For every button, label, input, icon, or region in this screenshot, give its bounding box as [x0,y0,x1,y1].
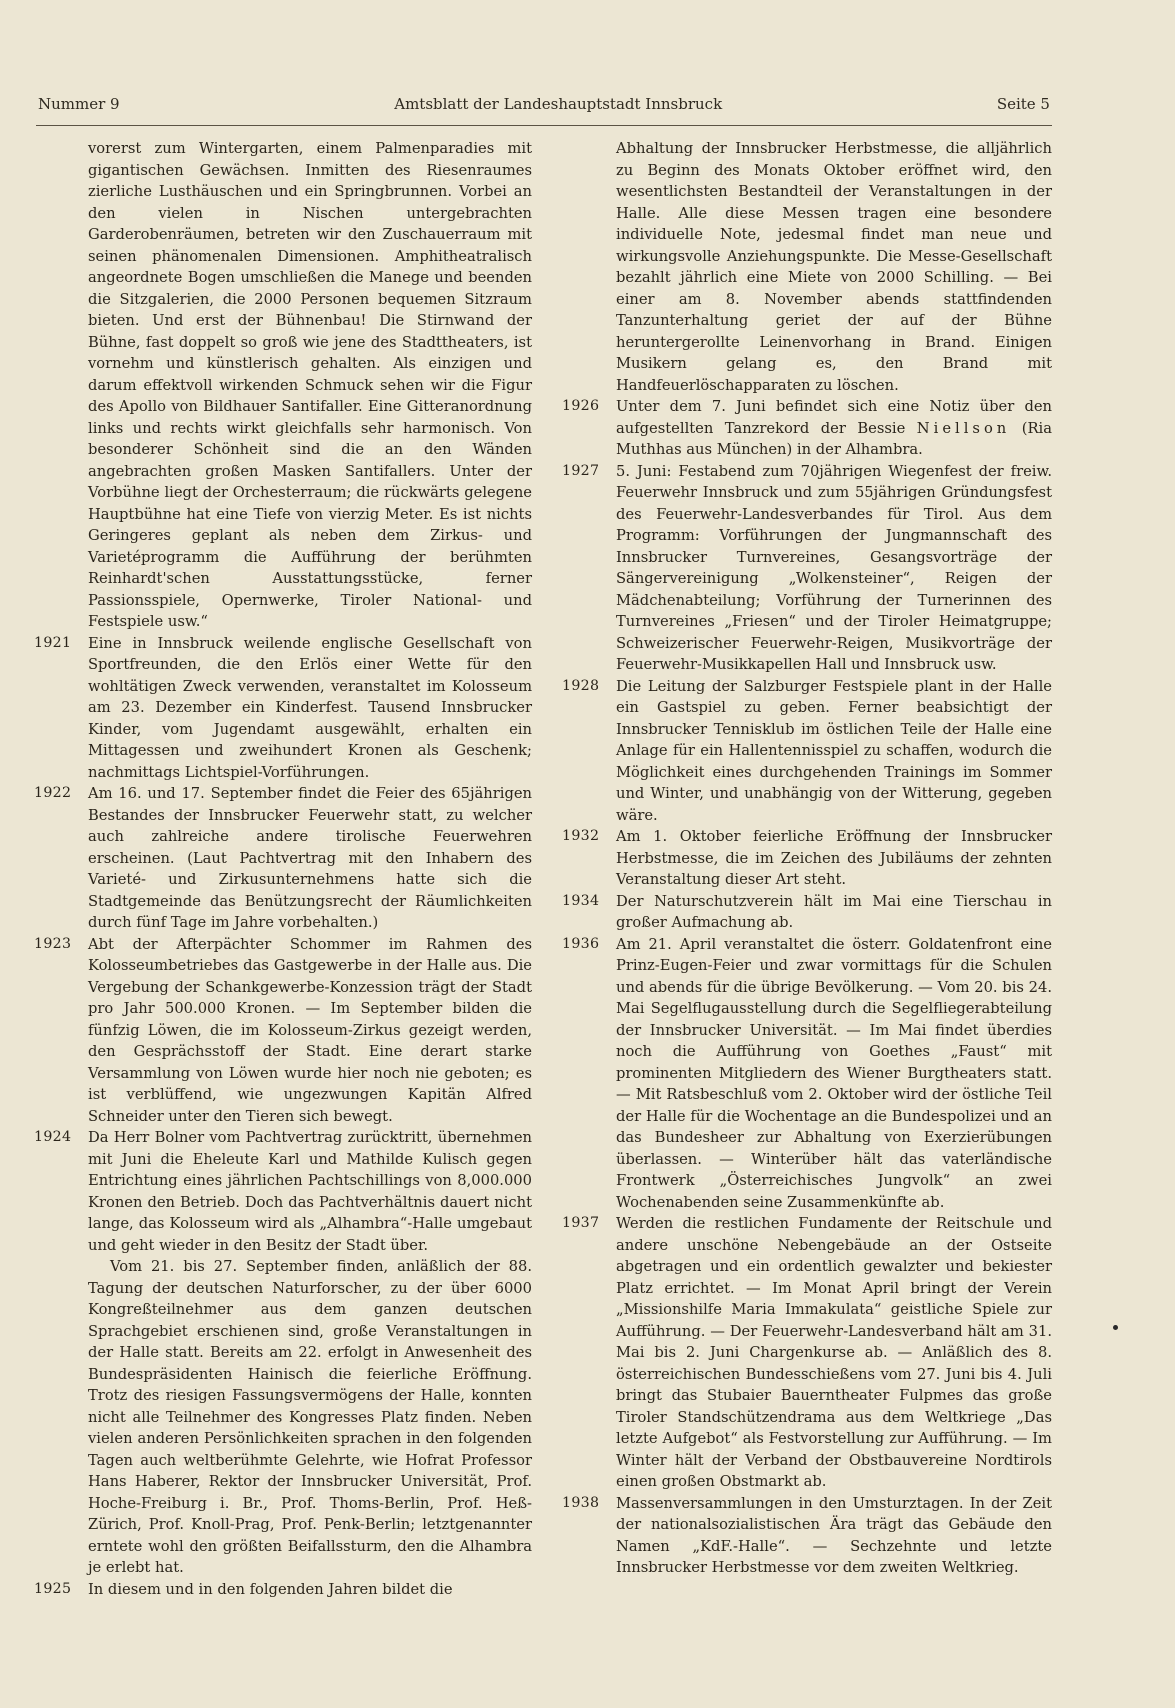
ink-speck [1113,1325,1118,1330]
chronicle-entry [34,633,532,784]
entry-year: 1923 [34,935,72,952]
entry-text: In diesem und in den folgenden Jahren bildet die [88,1580,453,1598]
entry-year: 1921 [34,634,72,651]
entry-year: 1928 [562,677,600,694]
entry-year: 1934 [562,892,600,909]
left-column [34,138,532,1600]
intro-paragraph: vorerst zum Wintergarten, einem Palmenparadies mit gigantischen Gewächsen. Inmitten des Riesenraumes zierliche Lusthäuschen und ein Springbrunnen. Vorbei an den vielen in Nischen untergebrachten Garderobenräumen, betreten wir den Zuschauerraum mit seinen phänomenalen Dimensionen. Amphitheatralisch angeordnete Bogen umschließen die Manege und beenden die Sitzgalerien, die 2000 Personen bequemen Sitzraum bieten. Und erst der Bühnenbau! Die Stirnwand der Bühne, fast doppelt so groß wie jene des Stadttheaters, ist vornehm und künstlerisch gehalten. Als einzigen und darum effektvoll wirkenden Schmuck sehen wir die Figur des Apollo von Bildhauer Santifaller. Eine Gitteranordnung links und rechts wirkt gleichfalls sehr harmonisch. Von besonderer Schönheit sind die an den Wänden angebrachten großen Masken Santifallers. Unter der Vorbühne liegt der Orchesterraum; die rückwärts gelegene Hauptbühne hat eine Tiefe von vierzig Meter. Es ist nichts Geringeres geplant als neben dem Zirkus- und Varietéprogramm die Aufführung der berühmten Reinhardt'schen Ausstattungsstücke, ferner Passionsspiele, Opernwerke, Tiroler National- und Festspiele usw.“ [88,140,532,630]
entry-text: Da Herr Bolner vom Pachtvertrag zurücktritt, übernehmen mit Juni die Eheleute Karl und Mathilde Kulisch gegen Entrichtung eines jährlichen Pachtschillings von 8,000.000 Kronen den Betrieb. Doch das Pachtverhältnis dauert nicht lange, das Kolosseum wird als „Alhambra“-Halle umgebaut und geht wieder in den Besitz der Stadt über. [88,1129,532,1254]
entry-year: 1922 [34,785,72,801]
chronicle-entry [34,934,532,1128]
entry-year: 1924 [34,1129,72,1145]
entry-year: 1925 [34,1580,72,1597]
chronicle-entry [562,461,1052,676]
chronicle-entry [34,783,532,934]
continued-paragraph: Abhaltung der Innsbrucker Herbstmesse, die alljährlich zu Beginn des Monats Oktober eröffnet wird, den wesentlichsten Bestandteil der Veranstaltungen in der Halle. Alle diese Messen tragen eine besondere individuelle Note, jedesmal findet man neue und wirkungsvolle Anziehungspunkte. Die Messe-Gesellschaft bezahlt jährlich eine Miete von 2000 Schilling. — Bei einer am 8. November abends stattfindenden Tanzunterhaltung geriet der auf der Bühne heruntergerollte Leinenvorhang in Brand. Einigen Musikern gelang es, den Brand mit Handfeuerlöschapparaten zu löschen. [616,140,1052,394]
page-number: Seite 5 [996,95,1050,113]
entry-text: Am 16. und 17. September findet die Feier des 65jährigen Bestandes der Innsbrucker Feuerwehr statt, zu welcher auch zahlreiche andere tirolische Feuerwehren erscheinen. (Laut Pachtvertrag mit den Inhabern des Varieté- und Zirkusunternehmens hatte sich die Stadtgemeinde das Benützungsrecht der Räumlichkeiten durch fünf Tage im Jahre vorbehalten.) [88,785,532,931]
entry-text: Die Leitung der Salzburger Festspiele plant in der Halle ein Gastspiel zu geben. Ferner beabsichtigt der Innsbrucker Tennisklub im östlichen Teile der Halle eine Anlage für ein Hallentennisspiel zu schaffen, wodurch die Möglichkeit eines durchgehenden Trainings im Sommer und Winter, und unabhängig von der Witterung, gegeben wäre. [616,677,1052,824]
header-rule [36,125,1052,126]
chronicle-entry [562,934,1052,1214]
chronicle-entry [34,1579,532,1601]
entry-text: Am 21. April veranstaltet die österr. Goldatenfront eine Prinz-Eugen-Feier und zwar vormittags für die Schulen und abends für die übrige Bevölkerung. — Vom 20. bis 24. Mai Segelflugausstellung durch die Segelfliegerabteilung der Innsbrucker Universität. — Im Mai findet überdies noch die Aufführung von Goethes „Faust“ mit prominenten Mitgliedern des Wiener Burgtheaters statt. — Mit Ratsbeschluß vom 2. Oktober wird der östliche Teil der Halle für die Wochentage an die Bundespolizei und an das Bundesheer zur Abhaltung von Exerzierübungen überlassen. — Winterüber hält das vaterländische Frontwerk „Österreichisches Jungvolk“ an zwei Wochenabenden seine Zusammenkünfte ab. [616,935,1052,1211]
page-header [38,92,1050,116]
entry-year: 1932 [562,828,600,844]
entry-year: 1937 [562,1215,600,1231]
entry-text: Am 1. Oktober feierliche Eröffnung der Innsbrucker Herbstmesse, die im Zeichen des Jubiläums der zehnten Veranstaltung dieser Art steht. [616,828,1052,888]
chronicle-entry [562,676,1052,827]
publication-title: Amtsblatt der Landeshauptstadt Innsbruck [394,95,723,113]
entry-year: 1938 [562,1494,600,1511]
entry-year: 1936 [562,935,600,952]
entry-text: Massenversammlungen in den Umsturztagen. In der Zeit der nationalsozialistischen Ära trägt das Gebäude den Namen „KdF.-Halle“. — Sechzehnte und letzte Innsbrucker Herbstmesse vor dem zweiten Weltkrieg. [616,1494,1052,1576]
entry-text: Werden die restlichen Fundamente der Reitschule und andere unschöne Nebengebäude an der Ostseite abgetragen und ein ordentlich gewalzter und bekiester Platz errichtet. — Im Monat April bringt der Verein „Missionshilfe Maria Immakulata“ geistliche Spiele zur Aufführung. — Der Feuerwehr-Landesverband hält am 31. Mai bis 2. Juni Chargenkurse ab. — Anläßlich des 8. österreichischen Bundesschießens vom 27. Juni bis 4. Juli bringt das Stubaier Bauerntheater Fulpmes das große Tiroler Standschützendrama aus dem Weltkriege „Das letzte Aufgebot“ als Festvorstellung zur Aufführung. — Im Winter hält der Verband der Obstbauvereine Nordtirols einen großen Obstmarkt ab. [616,1215,1052,1490]
spaced-name: Niellson [916,419,1011,437]
entry-text: Abt der Afterpächter Schommer im Rahmen des Kolosseumbetriebes das Gastgewerbe in der Halle aus. Die Vergebung der Schankgewerbe-Konzession trägt der Stadt pro Jahr 500.000 Kronen. — Im September bilden die fünfzig Löwen, die im Kolosseum-Zirkus gezeigt werden, den Gesprächsstoff der Stadt. Eine derart starke Versammlung von Löwen wurde hier noch nie geboten; es ist verblüffend, wie ungezwungen Kapitän Alfred Schneider unter den Tieren sich bewegt. [88,935,532,1125]
entry-year: 1926 [562,398,600,414]
entry-continuation: Vom 21. bis 27. September finden, anläßlich der 88. Tagung der deutschen Naturforscher, zu der über 6000 Kongreßteilnehmer aus dem ganzen deutschen Sprachgebiet erschienen sind, große Veranstaltungen in der Halle statt. Bereits am 22. erfolgt in Anwesenheit des Bundespräsidenten Hainisch die feierliche Eröffnung. Trotz des riesigen Fassungsvermögens der Halle, konnten nicht alle Teilnehmer des Kongresses Platz finden. Neben vielen anderen Persönlichkeiten sprachen in den folgenden Tagen auch weltberühmte Gelehrte, wie Hofrat Professor Hans Haberer, Rektor der Innsbrucker Universität, Prof. Hoche-Freiburg i. Br., Prof. Thoms-Berlin, Prof. Heß-Zürich, Prof. Knoll-Prag, Prof. Penk-Berlin; letztgenannter erntete wohl den größten Beifallssturm, den die Alhambra je erlebt hat. [88,1258,532,1576]
entry-text [616,396,1052,461]
chronicle-entry [34,1127,532,1256]
chronicle-entry [562,1493,1052,1579]
chronicle-entry [562,396,1052,461]
entry-text: Eine in Innsbruck weilende englische Gesellschaft von Sportfreunden, die den Erlös einer Wette für den wohltätigen Zweck verwenden, veranstaltet im Kolosseum am 23. Dezember ein Kinderfest. Tausend Innsbrucker Kinder, vom Jugendamt ausgewählt, erhalten ein Mittagessen und zweihundert Kronen als Geschenk; nachmittags Lichtspiel-Vorführungen. [88,634,532,781]
entry-year: 1927 [562,462,600,479]
entry-text-part: (Ria Muthhas aus München) in der Alhambra. [616,419,1052,458]
chronicle-entry [562,1213,1052,1493]
chronicle-entry [562,891,1052,934]
entry-text: Der Naturschutzverein hält im Mai eine Tierschau in großer Aufmachung ab. [616,892,1052,931]
issue-number: Nummer 9 [38,95,120,113]
entry-text-part: Unter dem 7. Juni befindet sich eine Notiz über den aufgestellten Tanzrekord der Bessie [616,398,1052,437]
right-column [562,138,1052,1579]
entry-text: 5. Juni: Festabend zum 70jährigen Wiegenfest der freiw. Feuerwehr Innsbruck und zum 55jährigen Gründungsfest des Feuerwehr-Landesverbandes für Tirol. Aus dem Programm: Vorführungen der Jungmannschaft des Innsbrucker Turnvereines, Gesangsvorträge der Sängervereinigung „Wolkensteiner“, Reigen der Mädchenabteilung; Vorführung der Turnerinnen des Turnvereines „Friesen“ und der Tiroler Heimatgruppe; Schweizerischer Feuerwehr-Reigen, Musikvorträge der Feuerwehr-Musikkapellen Hall und Innsbruck usw. [616,462,1052,673]
chronicle-entry [562,826,1052,891]
